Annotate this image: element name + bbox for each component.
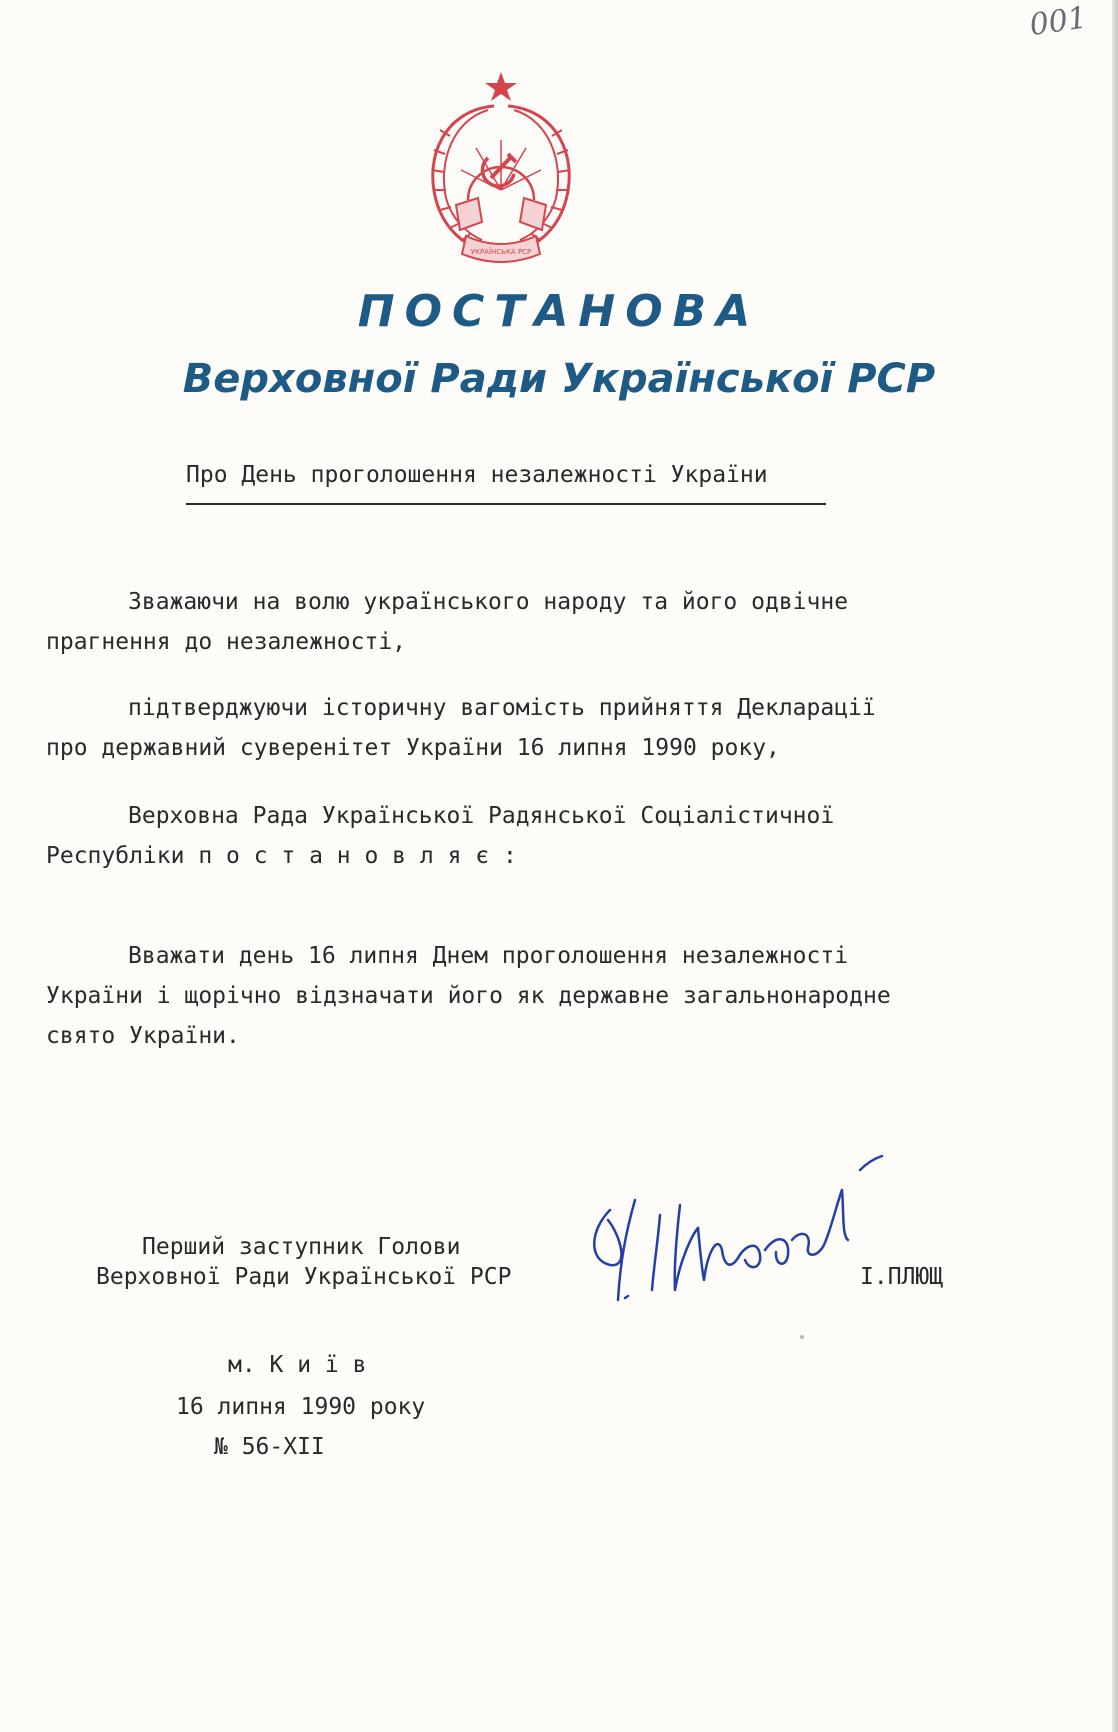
paragraph-2-line-2: про державний суверенітет України 16 липня 1990 року, [46,735,780,761]
signatory-position-line-2: Верховної Ради Української РСР [96,1264,512,1290]
signatory-name: І.ПЛЮЩ [860,1264,944,1290]
archive-page-number: 001 [1027,0,1090,44]
place-city: м. К и ї в [228,1352,367,1378]
paragraph-4-line-2: України і щорічно відзначати його як державне загальнонародне [46,983,891,1009]
paragraph-1-line-2: прагнення до незалежності, [46,629,407,655]
document-title: ПОСТАНОВА [357,286,761,337]
paragraph-2-line-1: підтверджуючи історичну вагомість прийняття Декларації [128,695,876,721]
paragraph-1-line-1: Зважаючи на волю українського народу та його одвічне [128,589,849,615]
document-date: 16 липня 1990 року [176,1394,426,1420]
paragraph-3-line-2: Республіки п о с т а н о в л я є : [46,843,517,869]
subject-underline [186,503,826,505]
paper-speck [800,1335,804,1339]
page-edge-shadow [1112,0,1118,1732]
paragraph-3-line-1: Верховна Рада Української Радянської Соціалістичної [128,803,835,829]
paragraph-4-line-1: Вважати день 16 липня Днем проголошення незалежності [128,943,849,969]
emblem-ribbon-text: УКРАЇНСЬКА РСР [470,248,532,256]
document-subject: Про День проголошення незалежності України [186,462,768,488]
paragraph-4-line-3: свято України. [46,1023,240,1049]
coat-of-arms-icon [416,70,586,270]
signatory-position-line-1: Перший заступник Голови [142,1234,461,1260]
handwritten-signature-icon [580,1140,930,1310]
document-issuer: Верховної Ради Української РСР [182,356,936,402]
document-number: № 56-XII [214,1434,325,1460]
